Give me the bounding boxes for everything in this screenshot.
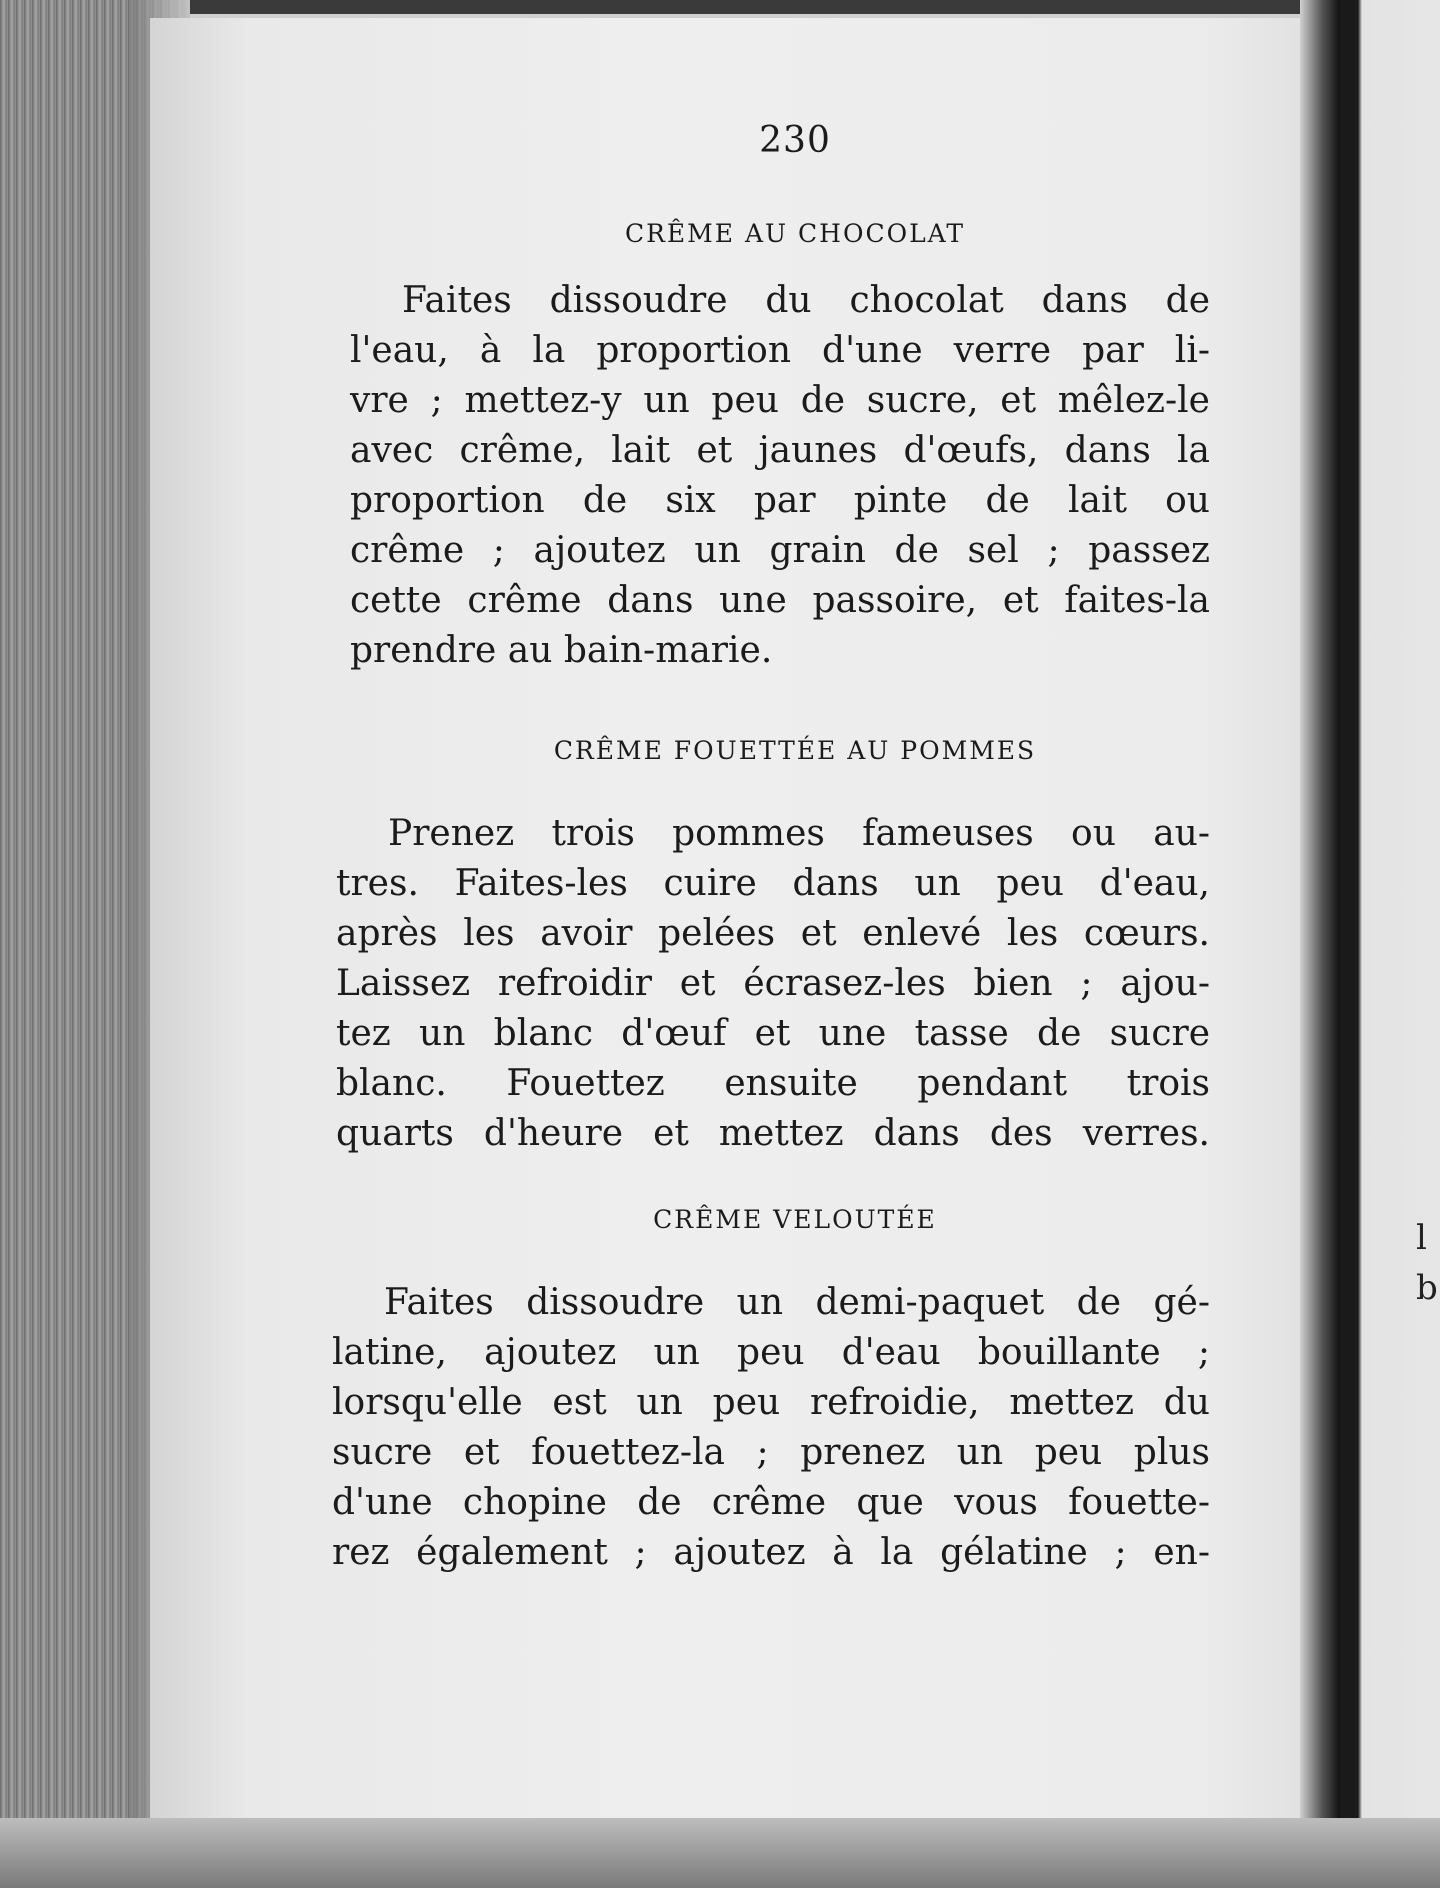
text-line: crême ; ajoutez un grain de sel ; passez: [350, 530, 1210, 571]
recipe-paragraph: [336, 809, 1210, 1159]
page-content: [332, 120, 1210, 1578]
recipe-heading: CRÊME VELOUTÉE: [653, 1205, 937, 1234]
recipe-paragraph: [332, 1278, 1210, 1578]
recipe-paragraph: [340, 276, 1210, 676]
text-line: tez un blanc d'œuf et une tasse de sucre: [336, 1013, 1210, 1054]
text-line: vre ; mettez-y un peu de sucre, et mêlez-le: [350, 380, 1210, 421]
text-line: prendre au bain-marie.: [350, 630, 773, 671]
recipe-heading: CRÊME FOUETTÉE AU POMMES: [553, 736, 1037, 765]
book-gutter: [1300, 0, 1340, 1888]
text-line: lorsqu'elle est un peu refroidie, mettez du: [332, 1382, 1210, 1423]
text-line: l'eau, à la proportion d'une verre par li-: [350, 330, 1210, 371]
recipe-heading: CRÊME AU CHOCOLAT: [624, 219, 966, 248]
text-line: proportion de six par pinte de lait ou: [350, 480, 1210, 521]
page-number: 230: [759, 120, 831, 161]
text-line: Laissez refroidir et écrasez-les bien ; ajou-: [336, 963, 1210, 1004]
scan-bottom-edge: [0, 1818, 1440, 1888]
text-line: blanc. Fouettez ensuite pendant trois: [336, 1063, 1210, 1104]
text-line: Prenez trois pommes fameuses ou au-: [388, 813, 1210, 854]
text-line: latine, ajoutez un peu d'eau bouillante ;: [332, 1332, 1210, 1373]
facing-page: [1340, 0, 1440, 1888]
facing-page-fragment: l: [1416, 1218, 1427, 1258]
text-line: Faites dissoudre un demi-paquet de gé-: [384, 1282, 1210, 1323]
text-line: d'une chopine de crême que vous fouette-: [332, 1482, 1210, 1523]
facing-page-fragment: b: [1416, 1268, 1438, 1308]
text-line: rez également ; ajoutez à la gélatine ; en-: [332, 1532, 1210, 1573]
text-line: tres. Faites-les cuire dans un peu d'eau,: [336, 863, 1210, 904]
text-line: quarts d'heure et mettez dans des verres.: [336, 1113, 1210, 1154]
text-line: après les avoir pelées et enlevé les cœurs.: [336, 913, 1210, 954]
text-line: sucre et fouettez-la ; prenez un peu plus: [332, 1432, 1210, 1473]
text-line: Faites dissoudre du chocolat dans de: [402, 280, 1210, 321]
text-line: cette crême dans une passoire, et faites-la: [350, 580, 1210, 621]
scan-top-edge: [0, 0, 1440, 14]
text-line: avec crême, lait et jaunes d'œufs, dans la: [350, 430, 1210, 471]
